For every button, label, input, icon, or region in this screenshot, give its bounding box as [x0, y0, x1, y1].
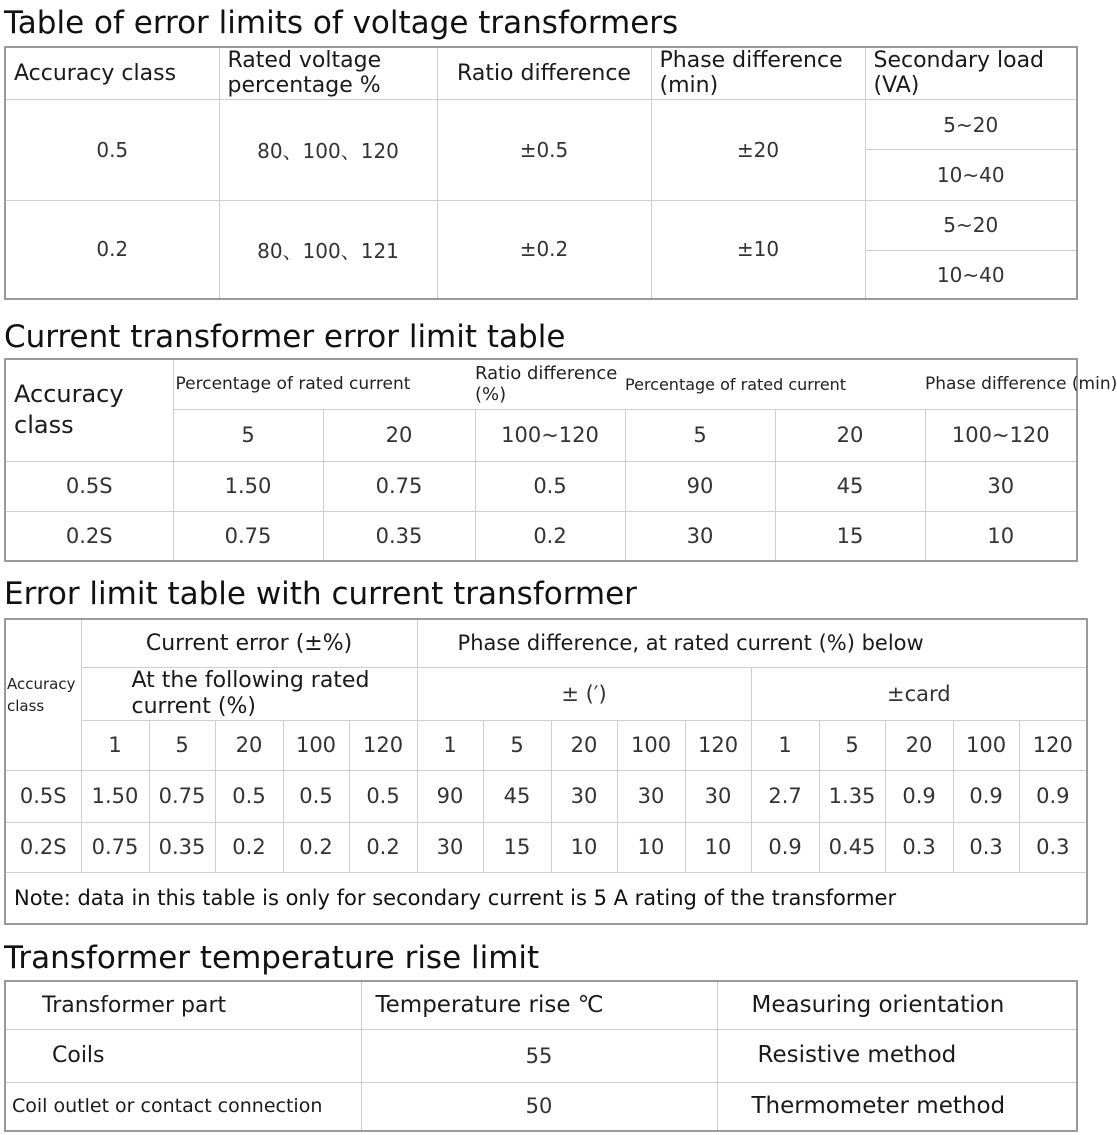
cell-value: 90 [417, 770, 483, 822]
error-limit-table-title: Error limit table with current transformer [4, 576, 637, 612]
current-table-title: Current transformer error limit table [4, 319, 566, 355]
cell-value: 2.7 [751, 770, 819, 822]
cell-load: 5~20 [865, 99, 1077, 149]
cell-class: 0.5S [5, 770, 81, 822]
cell-class: 0.2S [5, 822, 81, 872]
cell-value: 0.9 [751, 822, 819, 872]
cell-value: 0.75 [323, 461, 475, 511]
header-temperature-rise: Temperature rise ℃ [361, 981, 717, 1030]
cell-load: 10~40 [865, 150, 1077, 200]
cell-value: 15 [775, 511, 925, 561]
cell-phase: ±20 [651, 99, 865, 200]
cell-value: 30 [925, 461, 1077, 511]
subheader-cell: 120 [349, 720, 417, 770]
subheader-cell: 120 [1019, 720, 1087, 770]
cell-value: 0.2 [475, 511, 625, 561]
subheader-cell: 5 [173, 409, 323, 461]
cell-value: 30 [625, 511, 775, 561]
error-limit-current-transformer-table [4, 618, 1088, 925]
cell-rise: 55 [361, 1030, 717, 1083]
header-measuring-orientation: Measuring orientation [717, 981, 1077, 1030]
header-phase-difference: Phase difference, at rated current (%) below [417, 619, 1087, 667]
cell-phase: ±10 [651, 200, 865, 299]
cell-value: 30 [417, 822, 483, 872]
cell-value: 90 [625, 461, 775, 511]
cell-value: 0.3 [885, 822, 953, 872]
cell-value: 45 [483, 770, 551, 822]
cell-value: 0.5 [283, 770, 349, 822]
subheader-cell: 100 [617, 720, 685, 770]
header-at-following-rated-current: At the following rated current (%) [81, 667, 417, 720]
header-current-error: Current error (±%) [81, 619, 417, 667]
subheader-cell: 5 [483, 720, 551, 770]
cell-value: 0.45 [819, 822, 885, 872]
cell-value: 1.50 [173, 461, 323, 511]
subheader-cell: 100~120 [925, 409, 1077, 461]
cell-value: 0.3 [953, 822, 1019, 872]
header-phase-difference: Phase difference (min) [651, 47, 865, 99]
cell-value: 0.2 [215, 822, 283, 872]
cell-value: 0.35 [323, 511, 475, 561]
table-note: Note: data in this table is only for secondary current is 5 A rating of the transformer [5, 872, 1087, 924]
cell-voltage: 80、100、121 [219, 200, 437, 299]
cell-value: 15 [483, 822, 551, 872]
cell-value: 0.9 [885, 770, 953, 822]
subheader-cell: 5 [819, 720, 885, 770]
cell-part: Coils [5, 1030, 361, 1083]
header-accuracy-class: Accuracy class [5, 619, 81, 770]
cell-value: 1.35 [819, 770, 885, 822]
cell-value: 0.35 [149, 822, 215, 872]
header-rated-voltage: Rated voltage percentage % [219, 47, 437, 99]
cell-value: 30 [551, 770, 617, 822]
subheader-cell: 5 [149, 720, 215, 770]
header-ratio-difference: Ratio difference [437, 47, 651, 99]
cell-load: 5~20 [865, 200, 1077, 250]
subheader-cell: 5 [625, 409, 775, 461]
cell-method: Resistive method [717, 1030, 1077, 1083]
subheader-cell: 20 [551, 720, 617, 770]
subheader-cell: 20 [323, 409, 475, 461]
subheader-cell: 20 [775, 409, 925, 461]
subheader-cell: 1 [81, 720, 149, 770]
subheader-cell: 120 [685, 720, 751, 770]
cell-class: 0.2S [5, 511, 173, 561]
cell-ratio: ±0.2 [437, 200, 651, 299]
header-minutes: ± (′) [417, 667, 751, 720]
cell-class: 0.2 [5, 200, 219, 299]
cell-value: 0.3 [1019, 822, 1087, 872]
header-secondary-load: Secondary load (VA) [865, 47, 1077, 99]
subheader-cell: 20 [215, 720, 283, 770]
cell-value: 0.75 [81, 822, 149, 872]
cell-value: 0.9 [953, 770, 1019, 822]
cell-value: 0.5 [475, 461, 625, 511]
temperature-table-title: Transformer temperature rise limit [4, 940, 540, 976]
header-transformer-part: Transformer part [5, 981, 361, 1030]
cell-voltage: 80、100、120 [219, 99, 437, 200]
cell-value: 0.5 [215, 770, 283, 822]
cell-rise: 50 [361, 1082, 717, 1131]
cell-method: Thermometer method [717, 1082, 1077, 1131]
subheader-cell: 1 [751, 720, 819, 770]
subheader-cell: 20 [885, 720, 953, 770]
cell-value: 30 [617, 770, 685, 822]
cell-value: 10 [617, 822, 685, 872]
subheader-cell: 100~120 [475, 409, 625, 461]
header-crad: ±card [751, 667, 1087, 720]
cell-ratio: ±0.5 [437, 99, 651, 200]
cell-value: 10 [551, 822, 617, 872]
cell-value: 0.2 [349, 822, 417, 872]
header-accuracy-class: Accuracy class [5, 47, 219, 99]
cell-value: 0.2 [283, 822, 349, 872]
cell-value: 45 [775, 461, 925, 511]
cell-value: 0.75 [149, 770, 215, 822]
header-pct-rated-current: Percentage of rated current [173, 359, 475, 409]
header-ratio-difference: Ratio difference (%) [475, 359, 625, 409]
cell-value: 30 [685, 770, 751, 822]
cell-value: 0.5 [349, 770, 417, 822]
voltage-table-title: Table of error limits of voltage transformers [4, 5, 679, 41]
cell-load: 10~40 [865, 251, 1077, 299]
temperature-rise-table [4, 980, 1078, 1132]
cell-value: 10 [925, 511, 1077, 561]
cell-value: 1.50 [81, 770, 149, 822]
cell-part: Coil outlet or contact connection [5, 1082, 361, 1131]
current-transformer-error-table [4, 358, 1117, 562]
subheader-cell: 100 [953, 720, 1019, 770]
voltage-transformer-error-table [4, 46, 1078, 300]
cell-value: 0.75 [173, 511, 323, 561]
cell-class: 0.5S [5, 461, 173, 511]
cell-value: 0.9 [1019, 770, 1087, 822]
header-phase-difference: Phase difference (min) [925, 359, 1077, 409]
subheader-cell: 1 [417, 720, 483, 770]
subheader-cell: 100 [283, 720, 349, 770]
cell-class: 0.5 [5, 99, 219, 200]
header-pct-rated-current: Percentage of rated current [625, 359, 925, 409]
cell-value: 10 [685, 822, 751, 872]
header-accuracy-class: Accuracy class [5, 359, 173, 461]
